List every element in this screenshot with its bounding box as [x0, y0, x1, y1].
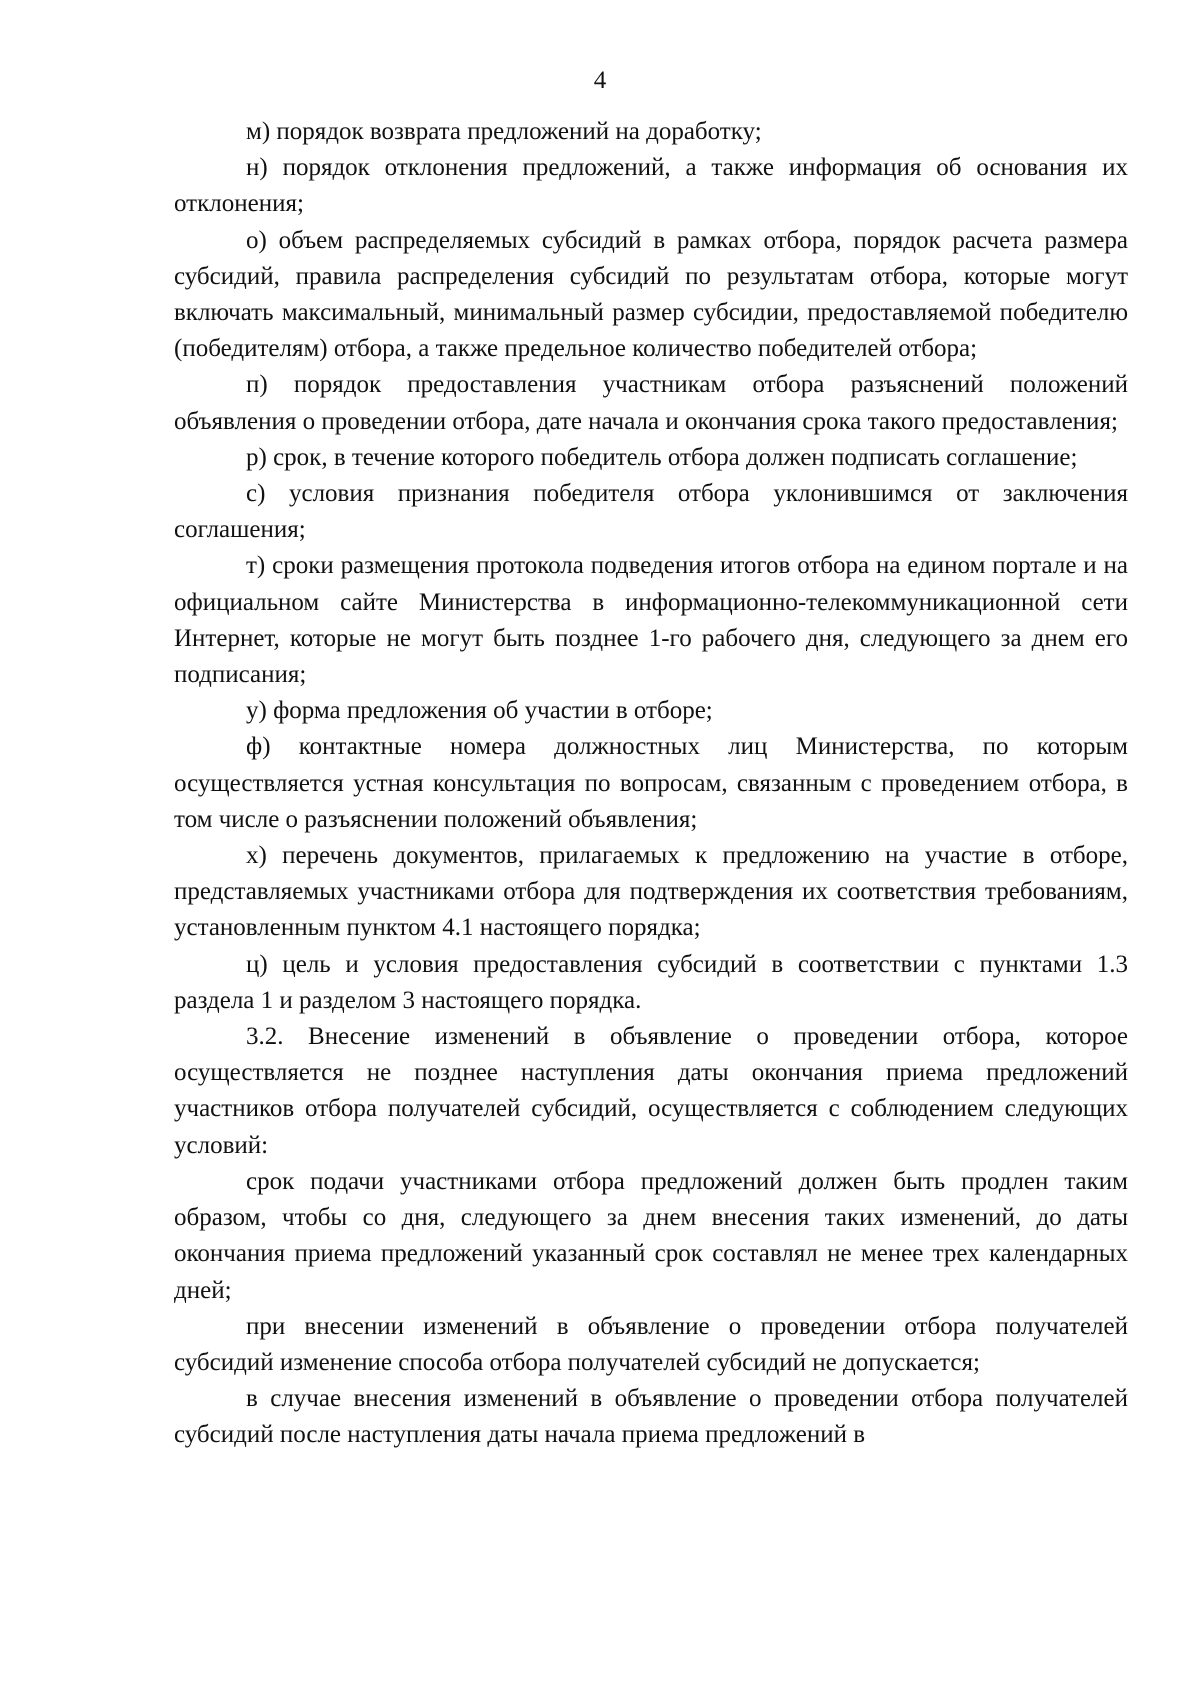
paragraph-condition-deadline: срок подачи участниками отбора предложений должен быть продлен таким образом, чтобы со дня, следующего за днем внесения таких изменений, до даты окончания приема предложений указанный срок составлял не менее трех календарных дней;: [174, 1167, 1128, 1304]
paragraph-n: н) порядок отклонения предложений, а также информация об основания их отклонения;: [174, 154, 1128, 218]
paragraph-condition-after-start: в случае внесения изменений в объявление о проведении отбора получателей субсидий после наступления даты начала приема предложений в: [174, 1385, 1128, 1449]
paragraph-h: х) перечень документов, прилагаемых к предложению на участие в отборе, представляемых участниками отбора для подтверждения их соответствия требованиям, установленным пунктом 4.1 настоящего порядка;: [174, 842, 1128, 942]
page-number: 4: [593, 67, 607, 94]
paragraph-3-2: 3.2. Внесение изменений в объявление о проведении отбора, которое осуществляется не позднее наступления даты окончания приема предложений участников отбора получателей субсидий, осуществляется с соблюдением следующих условий:: [174, 1023, 1128, 1159]
paragraph-t: т) сроки размещения протокола подведения итогов отбора на едином портале и на официальном сайте Министерства в информационно-телекоммуникационной сети Интернет, которые не могут быть позднее 1-го рабочего дня, следующего за днем его подписания;: [174, 552, 1128, 689]
paragraph-u: у) форма предложения об участии в отборе;: [246, 697, 713, 725]
paragraph-p: п) порядок предоставления участникам отбора разъяснений положений объявления о проведении отбора, дате начала и окончания срока такого предоставления;: [174, 371, 1128, 435]
paragraph-s: с) условия признания победителя отбора уклонившимся от заключения соглашения;: [174, 480, 1128, 544]
paragraph-condition-method: при внесении изменений в объявление о проведении отбора получателей субсидий изменение способа отбора получателей субсидий не допускается;: [174, 1312, 1128, 1376]
document-body: [174, 114, 1128, 1454]
paragraph-o: о) объем распределяемых субсидий в рамках отбора, порядок расчета размера субсидий, правила распределения субсидий по результатам отбора, которые могут включать максимальный, минимальный размер субсидии, предоставляемой победителю (победителям) отбора, а также предельное количество победителей отбора;: [174, 226, 1128, 363]
paragraph-m: м) порядок возврата предложений на доработку;: [246, 118, 762, 145]
paragraph-f: ф) контактные номера должностных лиц Министерства, по которым осуществляется устная консультация по вопросам, связанным с проведением отбора, в том числе о разъяснении положений объявления;: [174, 733, 1128, 833]
paragraph-ts: ц) цель и условия предоставления субсидий в соответствии с пунктами 1.3 раздела 1 и разделом 3 настоящего порядка.: [174, 950, 1128, 1014]
paragraph-r: р) срок, в течение которого победитель отбора должен подписать соглашение;: [246, 443, 1078, 471]
